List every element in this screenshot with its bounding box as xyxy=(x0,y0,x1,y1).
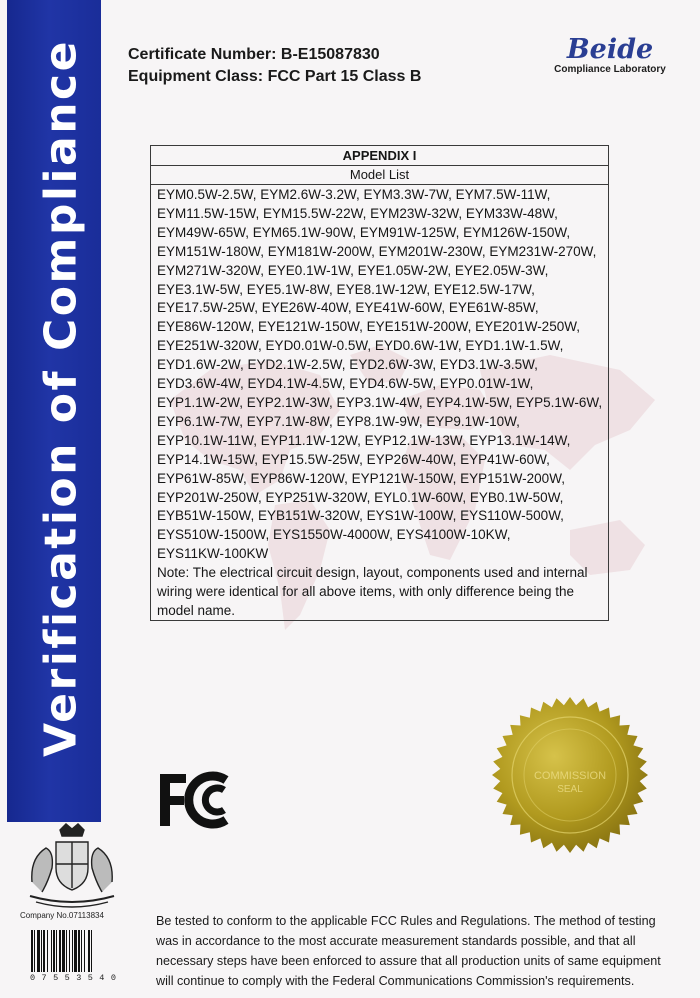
model-list-line: EYS11KW-100KW xyxy=(157,546,269,562)
barcode xyxy=(30,930,118,972)
equipment-class: Equipment Class: FCC Part 15 Class B xyxy=(128,68,422,85)
appendix-note-line: wiring were identical for all above items, with only difference being the xyxy=(157,584,574,600)
brand-subtitle: Compliance Laboratory xyxy=(554,64,666,75)
commission-seal xyxy=(490,695,650,855)
barcode-digit: 0 xyxy=(110,973,116,983)
model-list-line: EYP201W-250W, EYP251W-320W, EYL0.1W-60W, EYB0.1W-50W, xyxy=(157,489,564,505)
model-list xyxy=(151,185,608,621)
model-list-line: EYM0.5W-2.5W, EYM2.6W-3.2W, EYM3.3W-7W, EYM7.5W-11W, xyxy=(157,187,551,202)
model-list-line: EYB51W-150W, EYB151W-320W, EYS1W-100W, EYS110W-500W, xyxy=(157,508,564,524)
fcc-logo xyxy=(158,770,240,830)
barcode-digit: 4 xyxy=(99,973,105,983)
barcode-digit: 5 xyxy=(53,973,59,983)
model-list-line: EYP61W-85W, EYP86W-120W, EYP121W-150W, EYP151W-200W, xyxy=(157,470,565,486)
model-list-line: EYE3.1W-5W, EYE5.1W-8W, EYE8.1W-12W, EYE12.5W-17W, xyxy=(157,281,535,297)
appendix-title: APPENDIX I xyxy=(151,146,608,166)
barcode-digit: 5 xyxy=(64,973,70,983)
model-list-line: EYD3.6W-4W, EYD4.1W-4.5W, EYD4.6W-5W, EYP0.01W-1W, xyxy=(157,376,534,392)
statement-line: necessary steps have been enforced to assure that all production units of same equipment xyxy=(156,954,661,968)
barcode-digit: 5 xyxy=(87,973,93,983)
model-list-line: EYS510W-1500W, EYS1550W-4000W, EYS4100W-10KW, xyxy=(157,527,511,543)
model-list-line: EYP6.1W-7W, EYP7.1W-8W, EYP8.1W-9W, EYP9.1W-10W, xyxy=(157,413,520,429)
model-list-line: EYM49W-65W, EYM65.1W-90W, EYM91W-125W, EYM126W-150W, xyxy=(157,224,571,240)
model-list-line: EYD1.6W-2W, EYD2.1W-2.5W, EYD2.6W-3W, EYD3.1W-3.5W, xyxy=(157,357,538,373)
sidebar-banner xyxy=(7,0,101,822)
barcode-digit: 3 xyxy=(76,973,82,983)
brand-logo xyxy=(545,34,675,75)
model-list-line: EYE251W-320W, EYD0.01W-0.5W, EYD0.6W-1W, EYD1.1W-1.5W, xyxy=(157,338,564,354)
coat-of-arms-crest xyxy=(22,822,122,910)
model-list-line: EYE86W-120W, EYE121W-150W, EYE151W-200W, EYE201W-250W, xyxy=(157,319,580,335)
model-list-line: EYP10.1W-11W, EYP11.1W-12W, EYP12.1W-13W, EYP13.1W-14W, xyxy=(157,432,571,448)
model-list-line: EYM151W-180W, EYM181W-200W, EYM201W-230W, EYM231W-270W, xyxy=(157,243,597,259)
statement-line: will continue to comply with the Federal Communications Commission's requirements. xyxy=(156,974,635,988)
statement-line: Be tested to conform to the applicable FCC Rules and Regulations. The method of testing xyxy=(156,914,656,928)
certificate-number: Certificate Number: B-E15087830 xyxy=(128,46,380,63)
company-number: Company No.07113834 xyxy=(20,911,104,920)
seal-text: COMMISSION xyxy=(533,770,607,782)
compliance-statement xyxy=(156,911,691,991)
sidebar-title: Verification of Compliance xyxy=(35,39,87,757)
statement-line: was in accordance to the most accurate measurement standards possible, and that all xyxy=(156,934,636,948)
seal-text: SEAL xyxy=(557,784,583,795)
barcode-number xyxy=(30,973,116,983)
model-list-line: EYP1.1W-2W, EYP2.1W-3W, EYP3.1W-4W, EYP4.1W-5W, EYP5.1W-6W, xyxy=(157,394,603,410)
model-list-line: EYM11.5W-15W, EYM15.5W-22W, EYM23W-32W, EYM33W-48W, xyxy=(157,205,558,221)
appendix-table xyxy=(150,145,609,621)
appendix-subtitle: Model List xyxy=(151,166,608,185)
barcode-digit: 7 xyxy=(41,973,47,983)
model-list-line: EYM271W-320W, EYE0.1W-1W, EYE1.05W-2W, EYE2.05W-3W, xyxy=(157,262,549,278)
appendix-note-line: Note: The electrical circuit design, layout, components used and internal xyxy=(157,565,588,581)
appendix-note-line: model name. xyxy=(157,602,236,618)
barcode-digit: 0 xyxy=(30,973,36,983)
model-list-line: EYP14.1W-15W, EYP15.5W-25W, EYP26W-40W, EYP41W-60W, xyxy=(157,451,550,467)
model-list-line: EYE17.5W-25W, EYE26W-40W, EYE41W-60W, EYE61W-85W, xyxy=(157,300,539,316)
brand-name: Beide xyxy=(566,34,654,65)
certificate-header xyxy=(128,44,421,88)
